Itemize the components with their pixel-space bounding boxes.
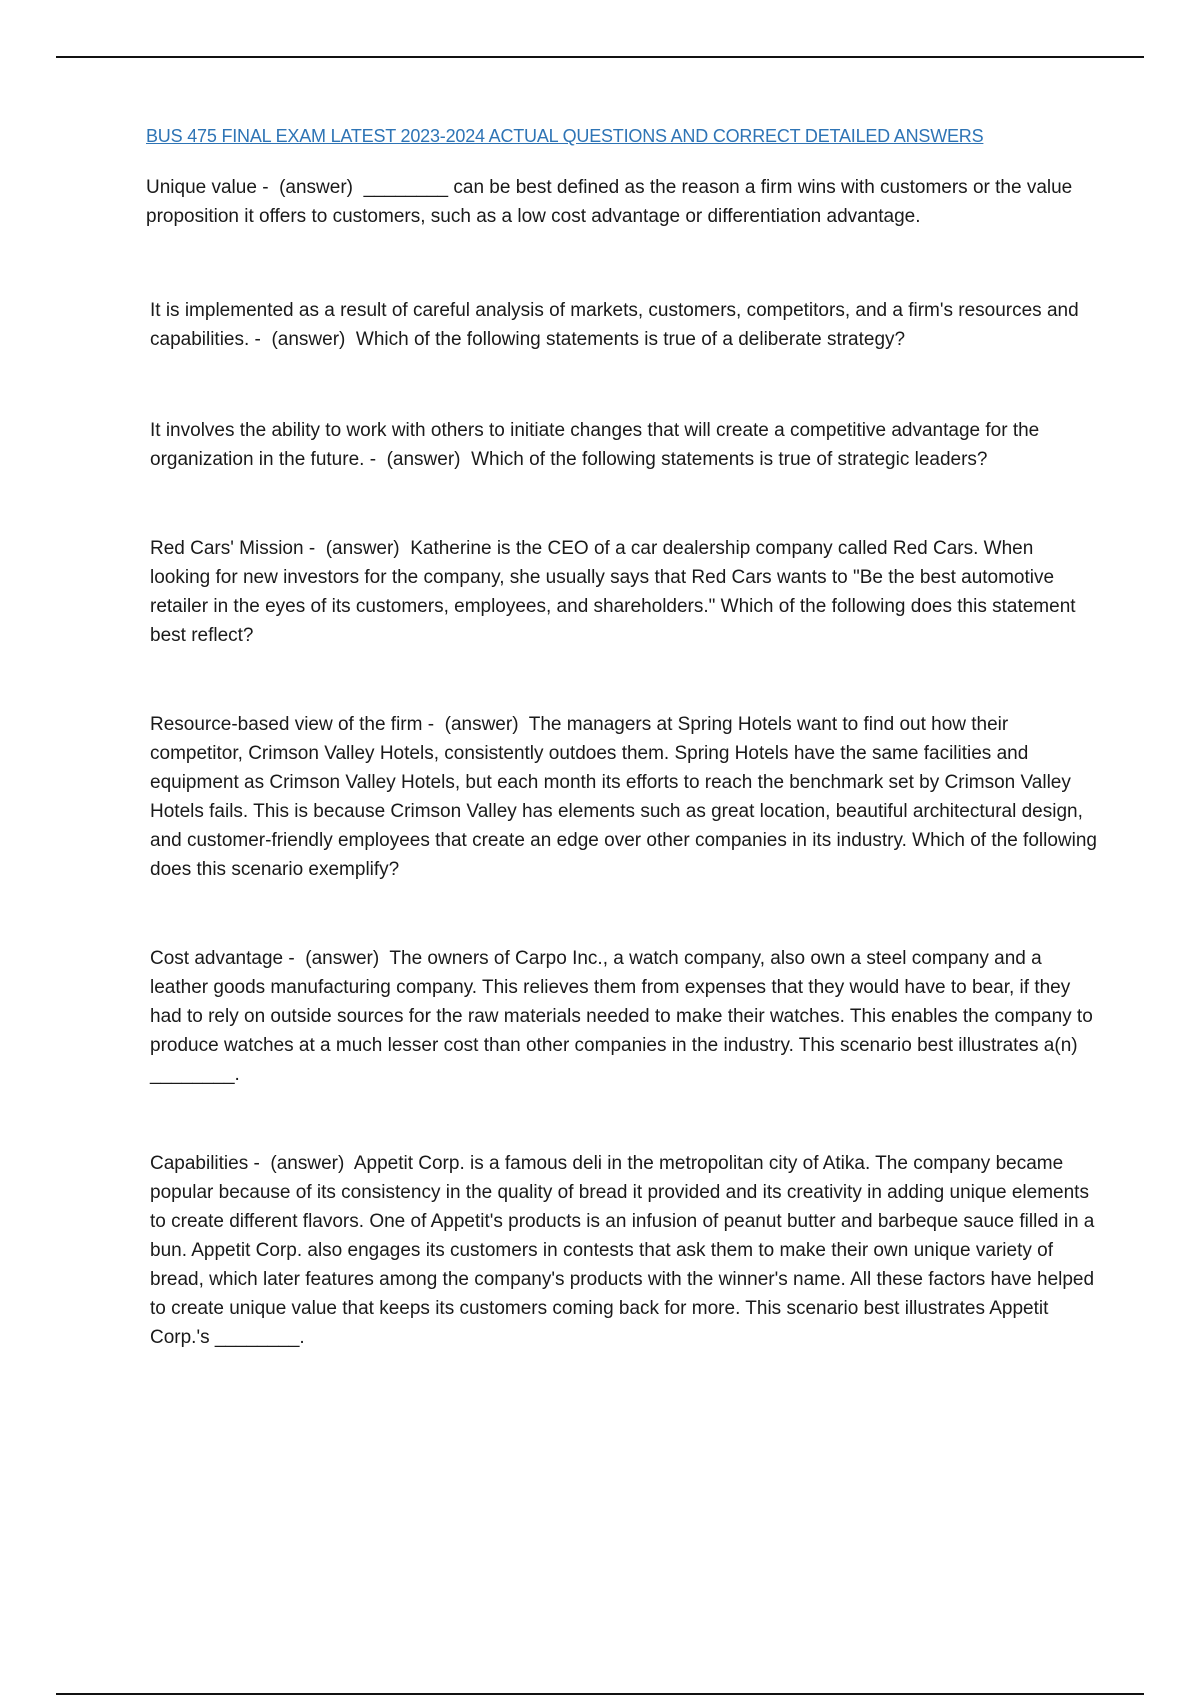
qa-separator: -	[364, 449, 387, 470]
qa-separator: -	[249, 329, 272, 350]
qa-term: Resource-based view of the firm	[150, 714, 423, 735]
document-body	[146, 126, 1098, 1352]
qa-separator: -	[256, 177, 280, 198]
qa-item	[146, 1149, 1098, 1352]
document-title: BUS 475 FINAL EXAM LATEST 2023-2024 ACTUAL QUESTIONS AND CORRECT DETAILED ANSWERS	[146, 126, 984, 146]
qa-item	[146, 534, 1098, 650]
qa-item	[146, 296, 1098, 354]
qa-term: It is implemented as a result of careful analysis of markets, customers, competitors, and a firm's resources and capabilities.	[150, 300, 1079, 350]
qa-answer-label: (answer)	[386, 449, 461, 470]
qa-item	[146, 944, 1098, 1089]
qa-question: The owners of Carpo Inc., a watch company, also own a steel company and a leather goods manufacturing company. This relieves them from expenses that they would have to bear, if they had to rely on outside sources for the raw materials needed to make their watches. This enables the company to produce watches at a much lesser cost than other companies in the industry. This scenario best illustrates a(n) ________.	[150, 948, 1093, 1085]
qa-answer-label: (answer)	[279, 177, 353, 198]
qa-question: Which of the following statements is true of a deliberate strategy?	[355, 329, 906, 350]
qa-separator: -	[283, 948, 306, 969]
qa-question: ________ can be best defined as the reason a firm wins with customers or the value proposition it offers to customers, such as a low cost advantage or differentiation advantage.	[146, 177, 1073, 227]
qa-term: Red Cars' Mission	[150, 538, 304, 559]
qa-answer-label: (answer)	[270, 1153, 345, 1174]
qa-item	[146, 710, 1098, 884]
qa-answer-label: (answer)	[444, 714, 519, 735]
qa-answer-label: (answer)	[271, 329, 346, 350]
qa-question: Appetit Corp. is a famous deli in the metropolitan city of Atika. The company became popular because of its consistency in the quality of bread it provided and its creativity in adding unique elements to create different flavors. One of Appetit's products is an infusion of peanut butter and barbeque sauce filled in a bun. Appetit Corp. also engages its customers in contests that ask them to make their own unique variety of bread, which later features among the company's products with the winner's name. All these factors have helped to create unique value that keeps its customers coming back for more. This scenario best illustrates Appetit Corp.'s ________.	[150, 1153, 1095, 1348]
qa-term: Cost advantage	[150, 948, 284, 969]
qa-question: Which of the following statements is true of strategic leaders?	[471, 449, 988, 470]
qa-term: It involves the ability to work with others to initiate changes that will create a competitive advantage for the organization in the future.	[150, 420, 1040, 470]
qa-item	[146, 173, 1098, 231]
qa-item	[146, 416, 1098, 474]
bottom-divider	[56, 1693, 1144, 1695]
qa-separator: -	[303, 538, 326, 559]
top-divider	[56, 56, 1144, 58]
qa-answer-label: (answer)	[325, 538, 400, 559]
qa-answer-label: (answer)	[305, 948, 380, 969]
qa-separator: -	[422, 714, 445, 735]
qa-term: Unique value	[146, 177, 257, 198]
qa-question: Katherine is the CEO of a car dealership company called Red Cars. When looking for new investors for the company, she usually says that Red Cars wants to "Be the best automotive retailer in the eyes of its customers, employees, and shareholders." Which of the following does this statement best reflect?	[150, 538, 1076, 646]
qa-question: The managers at Spring Hotels want to find out how their competitor, Crimson Valley Hotels, consistently outdoes them. Spring Hotels have the same facilities and equipment as Crimson Valley Hotels, but each month its efforts to reach the benchmark set by Crimson Valley Hotels fails. This is because Crimson Valley has elements such as great location, beautiful architectural design, and customer-friendly employees that create an edge over other companies in its industry. Which of the following does this scenario exemplify?	[150, 714, 1097, 880]
qa-term: Capabilities	[150, 1153, 249, 1174]
qa-separator: -	[248, 1153, 271, 1174]
